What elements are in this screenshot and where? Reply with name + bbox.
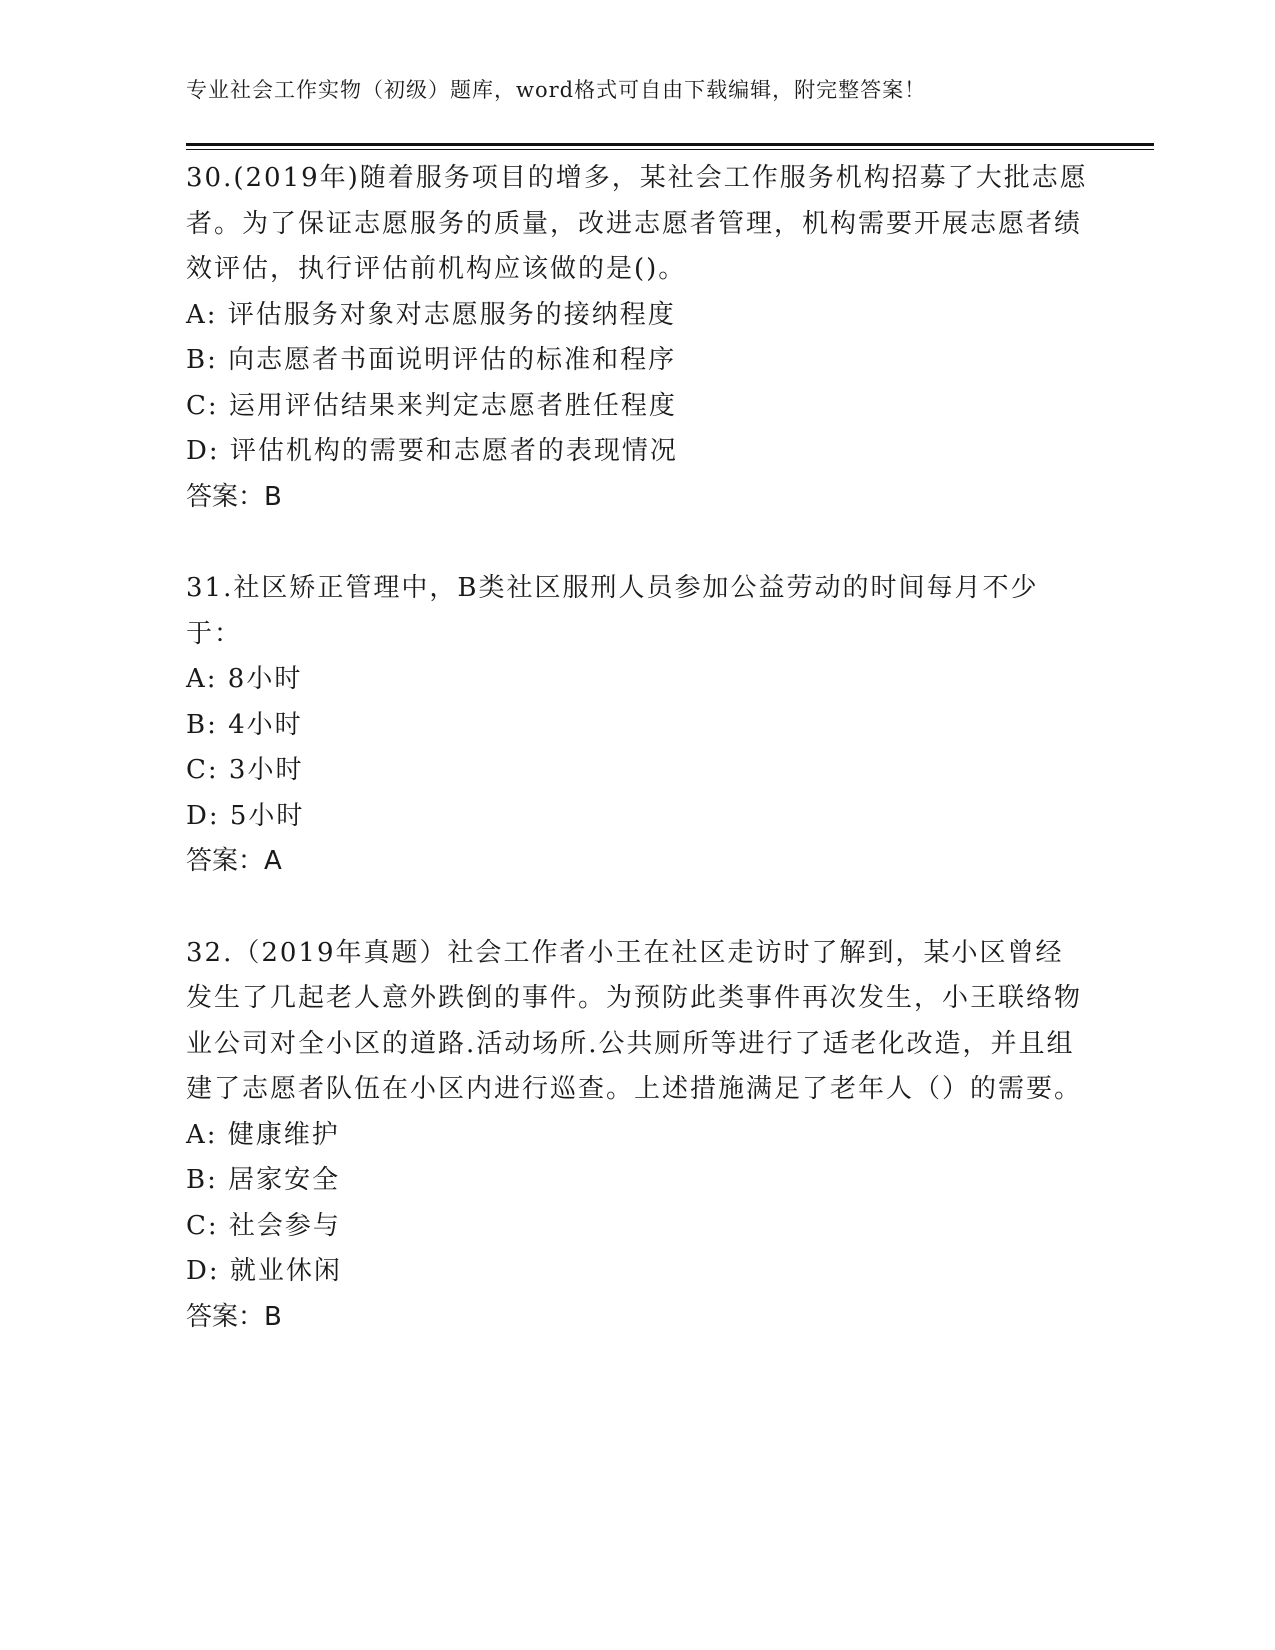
option-d: D: 就业休闲 bbox=[186, 1256, 342, 1286]
question-31 bbox=[186, 566, 1091, 885]
page-header: 专业社会工作实物（初级）题库，word格式可自由下载编辑，附完整答案！ bbox=[186, 78, 927, 102]
option-b: B: 向志愿者书面说明评估的标准和程序 bbox=[186, 345, 677, 375]
option-a: A: 健康维护 bbox=[186, 1119, 340, 1150]
option-c: C: 运用评估结果来判定志愿者胜任程度 bbox=[186, 390, 677, 421]
question-stem: 31.社区矫正管理中，B类社区服刑人员参加公益劳动的时间每月不少于： bbox=[186, 573, 1039, 649]
option-b: B: 4小时 bbox=[186, 709, 303, 740]
question-32 bbox=[186, 931, 1091, 1341]
answer-label: 答案：B bbox=[186, 481, 282, 512]
option-c: C: 3小时 bbox=[186, 755, 304, 785]
option-b: B: 居家安全 bbox=[186, 1165, 341, 1195]
option-d: D: 5小时 bbox=[186, 800, 305, 831]
question-list bbox=[186, 156, 1091, 1386]
header-rule-thin bbox=[186, 149, 1154, 150]
option-a: A: 评估服务对象对志愿服务的接纳程度 bbox=[186, 299, 676, 330]
option-d: D: 评估机构的需要和志愿者的表现情况 bbox=[186, 436, 678, 466]
question-30 bbox=[186, 156, 1091, 520]
question-stem: 32.（2019年真题）社会工作者小王在社区走访时了解到，某小区曾经发生了几起老人意外跌倒的事件。为预防此类事件再次发生，小王联络物业公司对全小区的道路.活动场所.公共厕所等进行了适老化改造，并且组建了志愿者队伍在小区内进行巡查。上述措施满足了老年人（）的需要。 bbox=[186, 937, 1083, 1104]
option-c: C: 社会参与 bbox=[186, 1210, 341, 1241]
question-stem: 30.(2019年)随着服务项目的增多，某社会工作服务机构招募了大批志愿者。为了保证志愿服务的质量，改进志愿者管理，机构需要开展志愿者绩效评估，执行评估前机构应该做的是()。 bbox=[186, 163, 1088, 284]
answer-label: 答案：A bbox=[186, 846, 282, 876]
option-a: A: 8小时 bbox=[186, 664, 303, 694]
header-rule-thick bbox=[186, 143, 1154, 146]
answer-label: 答案：B bbox=[186, 1301, 282, 1332]
